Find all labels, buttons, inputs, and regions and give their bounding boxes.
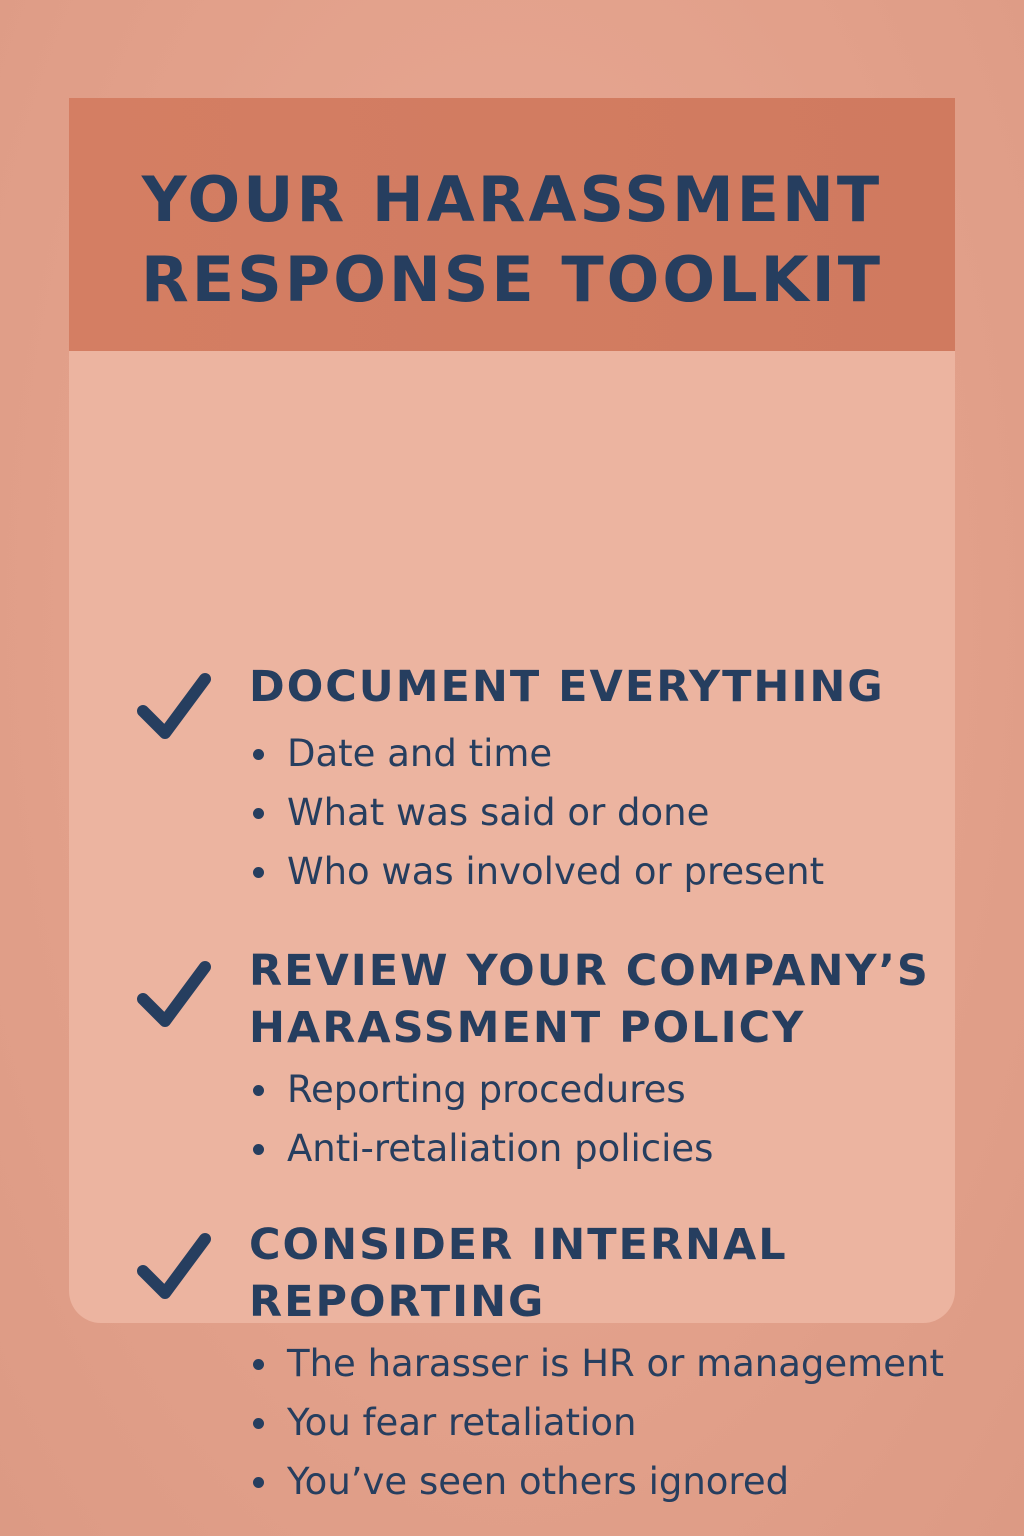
list-item-text: Date and time [287, 732, 553, 775]
bullet-dot [253, 1359, 264, 1370]
list-item [249, 724, 824, 783]
checkmark-icon [135, 1231, 213, 1305]
bullet-dot [253, 1085, 264, 1096]
section-heading [249, 943, 930, 1057]
bullet-list [249, 1060, 713, 1178]
section-heading-line: REPORTING [249, 1277, 546, 1327]
section-heading [249, 1217, 788, 1331]
section-heading-line: CONSIDER INTERNAL [249, 1220, 788, 1270]
list-item-text: Anti-retaliation policies [287, 1127, 714, 1170]
list-item [249, 842, 824, 901]
list-item-text: Who was involved or present [287, 850, 825, 893]
page-title [69, 160, 955, 320]
list-item [249, 1060, 713, 1119]
list-item-text: The harasser is HR or management [287, 1342, 944, 1385]
bullet-dot [253, 1418, 264, 1429]
section-heading [249, 659, 885, 716]
bullet-dot [253, 1144, 264, 1155]
title-line-2: RESPONSE TOOLKIT [141, 243, 883, 316]
list-item-text: You fear retaliation [287, 1401, 637, 1444]
bullet-list [249, 724, 824, 901]
list-item [249, 1452, 944, 1511]
title-line-1: YOUR HARASSMENT [141, 163, 883, 236]
section-heading-line: REVIEW YOUR COMPANY’S [249, 946, 930, 996]
toolkit-card [69, 98, 955, 1503]
section-heading-line: HARASSMENT POLICY [249, 1003, 806, 1053]
bullet-dot [253, 867, 264, 878]
card-header [69, 98, 955, 351]
list-item-text: You’ve seen others ignored [287, 1460, 790, 1503]
list-item [249, 1334, 944, 1393]
bullet-dot [253, 1477, 264, 1488]
bullet-list [249, 1334, 944, 1511]
checkmark-icon [135, 959, 213, 1033]
list-item [249, 783, 824, 842]
checkmark-icon [135, 671, 213, 745]
bullet-dot [253, 808, 264, 819]
list-item [249, 1393, 944, 1452]
bullet-dot [253, 749, 264, 760]
list-item-text: Reporting procedures [287, 1068, 686, 1111]
list-item-text: What was said or done [287, 791, 710, 834]
list-item [249, 1119, 713, 1178]
section-heading-line: DOCUMENT EVERYTHING [249, 662, 885, 712]
